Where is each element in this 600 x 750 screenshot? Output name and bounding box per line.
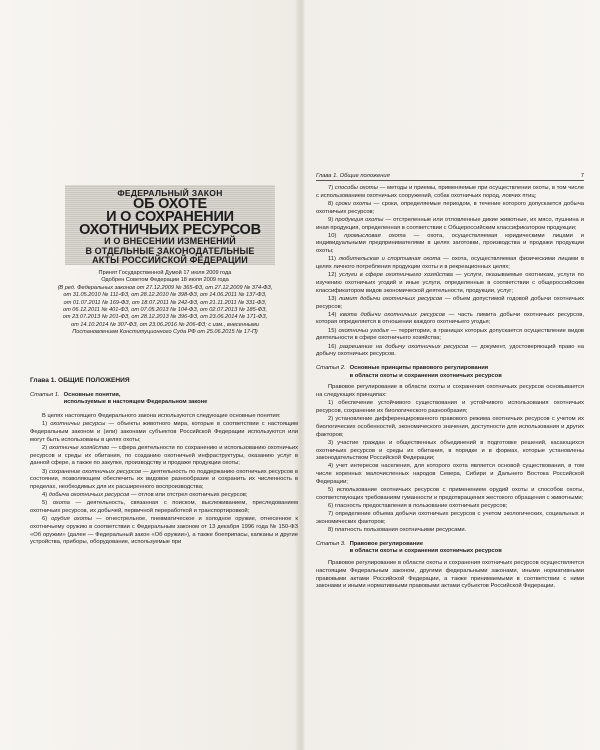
law-title-block (65, 185, 275, 265)
principle-item: 6) гласность предоставления в пользование охотничьих ресурсов; (328, 502, 508, 509)
term: добыча охотничьих ресурсов (48, 492, 130, 499)
article-title (64, 392, 208, 407)
definition: — услуги, оказываемые охотникам, услуги по изучению охотничьих угодий и иные услуги, определенные в соответствии с общероссийским классификатором видов экономической деятельности, продукции, услуг; (316, 272, 584, 294)
title-line: АКТЫ РОССИЙСКОЙ ФЕДЕРАЦИИ (92, 255, 248, 266)
title-line: В ОТДЕЛЬНЫЕ ЗАКОНОДАТЕЛЬНЫЕ (85, 245, 255, 256)
definition: — методы и приемы, применяемые при осуществлении охоты, в том числе с использованием охотничьих сооружений, собак охотничьих пород, ловчих птиц; (316, 185, 584, 199)
title-line: ОБ ОХОТЕ (133, 196, 207, 212)
definition: — огнестрельное, пневматическое и холодное оружие, отнесенное к охотничьему оружию в соответствии с Федеральным законом от 13 декабря 1996 года № 150-ФЗ «Об оружии» (далее — Федеральный закон «Об оружии»), а также боеприпасы, капканы и другие устройства, приборы, оборудование, используемые при (30, 516, 298, 546)
definition: — территории, в границах которых допускается осуществление видов деятельности в сфере охотничьего хозяйства; (316, 327, 585, 342)
amendments-line: Постановлением Конституционного Суда РФ от 25.06.2015 № 17-П) (72, 329, 258, 336)
definition: — охота, осуществляемая физическими лицами в целях личного потребления продукции охоты и в рекреационных целях; (316, 256, 584, 271)
paragraph: Правовое регулирование в области охоты и сохранения охотничьих ресурсов осуществляется настоящим Федеральным законом, другими федеральными законами, иными нормативными правовыми актами Российской Федерации, а также принимаемыми в соответствии с ними законами и иными нормативными правовыми актами субъектов Российской Федерации. (316, 560, 584, 590)
article-title-line: Основные принципы правового регулирования (349, 364, 489, 371)
amendments-line: от 23.07.2013 № 201-ФЗ, от 28.12.2013 № 396-ФЗ, от 23.06.2014 № 171-ФЗ, (62, 314, 268, 321)
item-number: 8) (328, 200, 334, 207)
article-title-line: Основные понятия, (63, 391, 121, 398)
amendments-line: от 06.12.2011 № 401-ФЗ, от 07.05.2013 № 104-ФЗ, от 02.07.2013 № 185-ФЗ, (62, 307, 268, 314)
title-line: ОХОТНИЧЬИХ РЕСУРСОВ (79, 222, 261, 238)
item-number: 16) (328, 343, 337, 350)
article-title (350, 541, 502, 556)
term: сроки охоты (335, 200, 372, 207)
running-head (316, 173, 584, 181)
principle-item: 3) участие граждан и общественных объединений в подготовке решений, касающихся охотничьих ресурсов и среды их обитания, в порядке и в формах, которые установлены законодательством Российской Федерации; (316, 439, 584, 462)
title-line: И О СОХРАНЕНИИ (106, 209, 234, 225)
item-number: 15) (328, 327, 337, 334)
term: орудия охоты (51, 516, 92, 523)
definition: — сфера деятельности по сохранению и использованию охотничьих ресурсов и среды их обитания, по созданию охотничьей инфраструктуры, оказанию услуг в данной сфере, а также по закупке, производству и продаже продукции охоты; (30, 444, 298, 467)
article-title (350, 365, 502, 380)
definition-item (316, 312, 584, 327)
definition: — объекты животного мира, которые в соответствии с настоящим Федеральным законом и (или) законами субъектов Российской Федерации используются или могут быть использованы в целях охоты; (30, 421, 298, 443)
amendments-line: (В ред. Федеральных законов от 27.12.2009 № 365-ФЗ, от 27.12.2009 № 374-ФЗ, (57, 284, 273, 291)
definition: — охота, осуществляемая юридическими лицами и индивидуальными предпринимателями в целях заготовки, производства и продажи продукции охоты; (316, 232, 584, 255)
article-heading (30, 392, 298, 407)
item-number: 1) (42, 421, 48, 428)
term: продукция охоты (335, 216, 384, 223)
title-line: И О ВНЕСЕНИИ ИЗМЕНЕНИЙ (104, 236, 236, 246)
item-number: 6) (42, 516, 48, 523)
definition-item (30, 421, 298, 444)
left-page (10, 0, 300, 750)
approved-line: Одобрен Советом Федерации 18 июля 2009 года (101, 277, 229, 284)
article-title-line: используемые в настоящем Федеральном законе (63, 399, 208, 406)
article-number: Статья 1. (30, 391, 60, 398)
item-number: 9) (328, 216, 334, 223)
term: охотничьи угодья (338, 327, 389, 334)
definition: — сроки, определяемые периодом, в течение которого допускается добыча охотничьих ресурсов; (316, 200, 584, 215)
article-title-line: в области охоты и сохранения охотничьих ресурсов (349, 372, 502, 379)
chapter-heading: Глава 1. ОБЩИЕ ПОЛОЖЕНИЯ (30, 377, 130, 384)
principle-item: 1) обеспечение устойчивого существования и устойчивого использования охотничьих ресурсов, сохранение их биологического разнообразия; (316, 400, 584, 414)
amendments-line: от 01.07.2011 № 169-ФЗ, от 18.07.2011 № 242-ФЗ, от 21.11.2011 № 331-ФЗ, (63, 299, 267, 306)
page-number: 7 (580, 173, 584, 179)
adopted-line: Принят Государственной Думой 17 июля 2009 года (98, 270, 232, 276)
term: квота добычи охотничьих ресурсов (340, 311, 445, 318)
item-number: 12) (328, 272, 337, 279)
definition-item (316, 328, 584, 343)
term: способы охоты (334, 185, 378, 191)
article-number: Статья 2. (316, 364, 346, 371)
article-heading (316, 365, 584, 380)
principle-item: 4) учет интересов населения, для которого охота является основой существования, в том числе коренных малочисленных народов Севера, Сибири и Дальнего Востока Российской Федерации; (316, 463, 584, 485)
definition: — деятельность по поддержанию охотничьих ресурсов в состоянии, позволяющем обеспечить их видовое разнообразие и сохранить их численность в пределах, необходимых для их расширенного воспроизводства; (30, 468, 298, 490)
item-number: 3) (42, 468, 48, 475)
term: промысловая охота (344, 232, 406, 239)
principle-item: 5) использование охотничьих ресурсов с применением орудий охоты и способов охоты, соответствующих требованиям гуманности и предотвращения жестокого обращения с животными; (316, 487, 584, 501)
article-number: Статья 3. (316, 540, 346, 547)
amendments-line: от 14.10.2014 № 307-ФЗ, от 23.06.2016 № 206-ФЗ; с изм., внесенными (70, 321, 259, 328)
article-title-line: Правовое регулирование (349, 540, 424, 547)
term: охотничье хозяйство (48, 444, 110, 451)
definition: — деятельность, связанная с поиском, выслеживанием, преследованием охотничьих ресурсов, их добычей, первичной переработкой и транспортировкой; (30, 500, 298, 515)
definition: — отлов или отстрел охотничьих ресурсов; (130, 492, 248, 499)
definition: — объем допустимой годовой добычи охотничьих ресурсов; (316, 295, 584, 310)
adoption-info (34, 270, 296, 337)
paragraph: Правовое регулирование в области охоты и сохранения охотничьих ресурсов основывается на следующих принципах: (316, 384, 584, 399)
item-number: 14) (328, 311, 337, 318)
article-heading (316, 541, 584, 556)
definition-item (316, 272, 584, 295)
term: охота (52, 500, 70, 507)
right-page (306, 0, 594, 750)
right-body (316, 185, 584, 591)
principle-item: 8) платность пользования охотничьими ресурсами. (328, 527, 467, 534)
definition: — часть лимита добычи охотничьих ресурсов, которая определяется в отношении каждого охотничьего угодья; (316, 311, 584, 326)
term: лимит добычи охотничьих ресурсов (338, 295, 443, 302)
term: любительская и спортивная охота (338, 256, 441, 263)
title-line: ФЕДЕРАЛЬНЫЙ ЗАКОН (117, 188, 223, 198)
left-body (30, 377, 298, 548)
item-number: 11) (328, 256, 336, 263)
definition-item (316, 256, 584, 271)
item-number: 7) (328, 185, 334, 191)
item-number: 4) (42, 492, 48, 499)
definition-item (316, 344, 584, 359)
definition-item (316, 217, 584, 232)
item-number: 10) (328, 232, 337, 239)
definition-item (316, 201, 584, 216)
principle-item: 7) определение объема добычи охотничьих ресурсов с учетом экологических, социальных и экономических факторов; (316, 511, 584, 525)
item-number: 5) (42, 500, 48, 507)
amendments-line: от 31.05.2010 № 111-ФЗ, от 28.12.2010 № 398-ФЗ, от 14.06.2011 № 137-ФЗ, (63, 292, 267, 299)
item-number: 2) (42, 444, 48, 451)
term: услуги в сфере охотничьего хозяйства (339, 272, 453, 279)
definition-item (316, 233, 584, 256)
definition-item (30, 516, 298, 547)
definition-item (30, 445, 298, 468)
definition-item (316, 185, 584, 200)
term: охотничьи ресурсы (50, 421, 106, 428)
definition-item (30, 500, 298, 515)
running-head-title: Глава 1. Общие положения (316, 173, 390, 179)
principle-item: 2) установление дифференцированного правового режима охотничьих ресурсов с учетом их биологических особенностей, экономического значения, доступности для использования и других факторов; (316, 416, 584, 438)
definition: — документ, удостоверяющий право на добычу охотничьих ресурсов. (316, 343, 584, 358)
definition-item (30, 492, 298, 500)
term: разрешение на добычу охотничьих ресурсов (339, 343, 469, 350)
paragraph: В целях настоящего Федерального закона используются следующие основные понятия: (42, 413, 281, 420)
term: сохранение охотничьих ресурсов (48, 468, 142, 475)
article-title-line: в области охоты и сохранения охотничьих ресурсов (349, 548, 502, 555)
definition-item (30, 469, 298, 492)
definition: — отстреленные или отловленные дикие животные, их мясо, пушнина и иная продукция, определенная в соответствии с Общероссийским классификатором продукции; (316, 216, 584, 231)
item-number: 13) (328, 295, 337, 302)
definition-item (316, 296, 584, 311)
